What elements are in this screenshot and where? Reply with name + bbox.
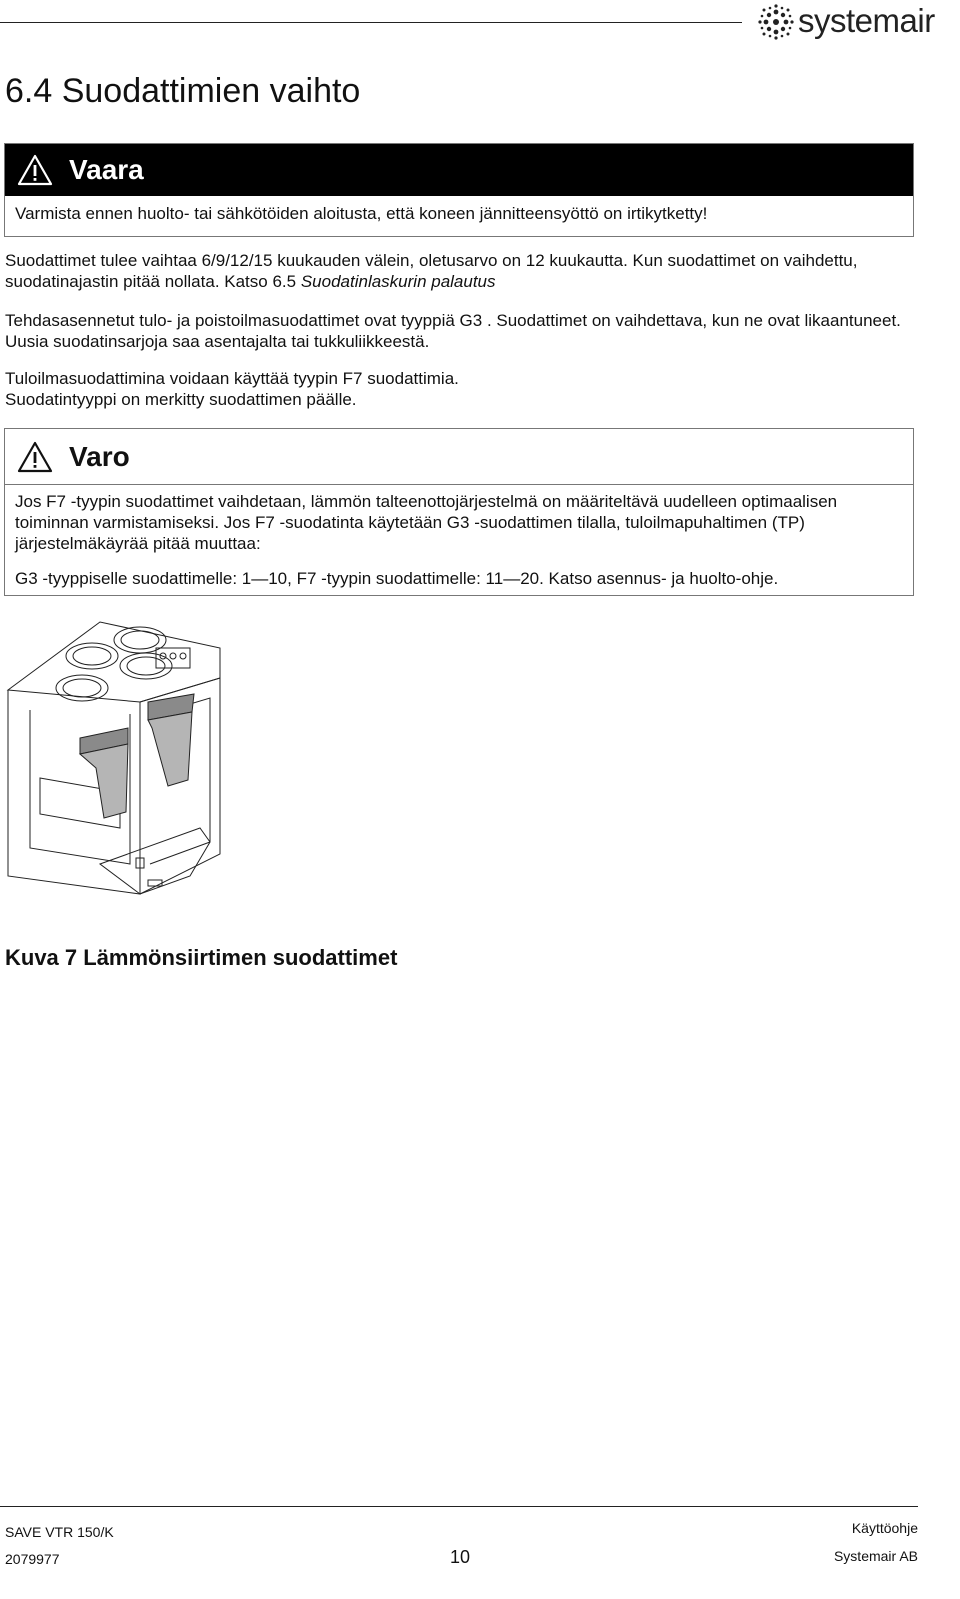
logo-text: systemair (798, 2, 935, 39)
figure-caption: Kuva 7 Lämmönsiirtimen suodattimet (5, 945, 398, 970)
warning-triangle-icon (17, 441, 53, 473)
footer-doc-type: Käyttöohje (851, 1520, 918, 1536)
footer-rule (0, 1506, 918, 1507)
filter-illustration (0, 618, 280, 898)
paragraph-text: Suodattimet tulee vaihtaa 6/9/12/15 kuukauden välein, oletusarvo on 12 kuukautta. Kun suodattimet on vaihdettu, suodatinajastin pitää nollata. Katso 6.5 (5, 251, 858, 291)
warning-triangle-icon (17, 154, 53, 186)
ventilation-unit-drawing (0, 618, 280, 898)
paragraph-factory-filters: Tehdasasennetut tulo- ja poistoilmasuodattimet ovat tyyppiä G3 . Suodattimet on vaihdettava, kun ne ovat likaantuneet. Uusia suodatinsarjoja saa asentajalta tai tukkuliikkeestä. (5, 311, 901, 351)
caution-notice (4, 428, 914, 596)
danger-title: Vaara (69, 154, 144, 185)
danger-header (5, 144, 913, 196)
paragraph-line: Suodatintyyppi on merkitty suodattimen päälle. (5, 390, 357, 409)
footer-model: SAVE VTR 150/K (5, 1524, 114, 1540)
paragraph-line: Tuloilmasuodattimina voidaan käyttää tyypin F7 suodattimia. (5, 369, 459, 388)
footer-doc-number: 2079977 (5, 1551, 60, 1567)
danger-text: Varmista ennen huolto- tai sähkötöiden aloitusta, että koneen jännitteensyöttö on irtikytketty! (15, 204, 708, 223)
section-title: 6.4 Suodattimien vaihto (5, 72, 361, 110)
section-reference-link[interactable]: Suodatinlaskurin palautus (300, 272, 496, 291)
paragraph-f7-filters (5, 368, 917, 410)
systemair-logo-icon (758, 4, 794, 40)
paragraph-filter-interval (5, 250, 917, 292)
page-number: 10 (450, 1547, 471, 1567)
caution-header (5, 429, 913, 485)
caution-text: Jos F7 -tyypin suodattimet vaihdetaan, lämmön talteenottojärjestelmä on määriteltävä uudelleen optimaalisen toiminnan varmistamiseksi. Jos F7 -suodatinta käytetään G3 -suodattimen tilalla, tuloilmapuhaltimen (TP) järjestelmäkäyrää pitää muuttaa: (15, 492, 838, 553)
danger-notice (4, 143, 914, 237)
brand-logo (758, 2, 958, 42)
header-rule (0, 22, 742, 23)
caution-title: Varo (69, 441, 130, 472)
footer-company: Systemair AB (833, 1548, 918, 1564)
caution-settings-text: G3 -tyyppiselle suodattimelle: 1—10, F7 -tyypin suodattimelle: 11—20. Katso asennus- ja huolto-ohje. (15, 569, 779, 588)
